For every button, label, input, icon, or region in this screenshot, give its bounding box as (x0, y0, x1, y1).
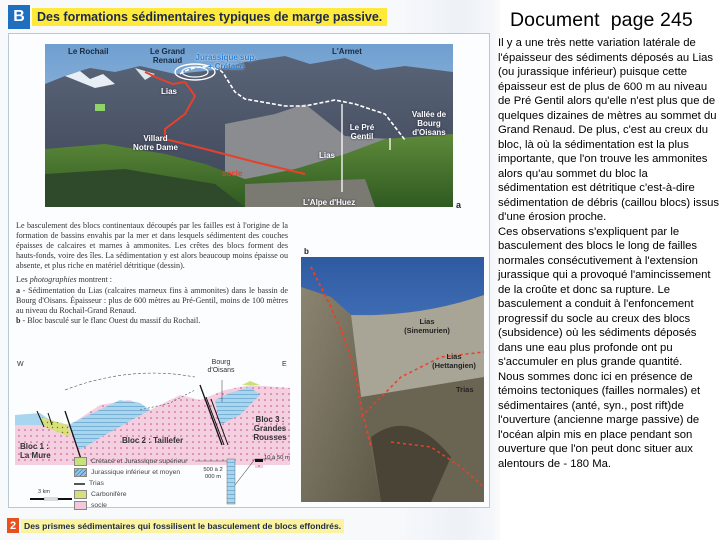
label-lias-sinemurien: Lias (Sinemurien) (404, 317, 450, 335)
legend-swatch (74, 468, 87, 477)
legend-item (74, 456, 187, 467)
section-header (8, 5, 387, 29)
diagram-legend (74, 456, 187, 511)
label-socle: socle (222, 169, 243, 178)
legend-item (74, 467, 187, 478)
diagram-thickness-1: 500 à 2 000 m (203, 467, 223, 480)
photo-a-tag: a (456, 200, 462, 210)
description-paragraph (16, 221, 288, 330)
label-vallee-bourg-oisans: Vallée de Bourg d'Oisans (411, 110, 447, 137)
section-title: Des formations sédimentaires typiques de marge passive. (32, 8, 387, 26)
item-b-key: b (16, 315, 21, 325)
paragraph-1: Le basculement des blocs continentaux découpés par les failles est à l'origine de la formation de bassins envahis par la mer et dans lesquels sédimentent des couches épaisses de calcaires et marnes à ammonites. Les crêtes des blocs forment des hauts-fonds, voire des îles. La sédimentation y est alors beaucoup moins épaisse ou absente, et plus riche en matériel détritique (dessin). (16, 221, 288, 271)
figure-caption-2 (7, 518, 344, 533)
caption-text: Des prismes sédimentaires qui fossilisent le basculement de blocs effondrés. (21, 519, 344, 533)
label-lias-1: Lias (161, 87, 178, 96)
diagram-thickness-2: 10 à 50 m (264, 455, 290, 461)
legend-label: socle (91, 502, 107, 509)
caption-number: 2 (7, 518, 19, 533)
item-a-key: a (16, 285, 21, 295)
section-badge: B (8, 5, 30, 29)
legend-swatch (74, 483, 85, 485)
legend-item (74, 478, 187, 489)
document-page-title: Document page 245 (510, 9, 693, 31)
label-armet: L'Armet (332, 47, 362, 56)
label-jurassique-cretace: Jurassique sup. + Crétacé (195, 53, 257, 71)
diagram-bloc3: Bloc 3 : Grandes Rousses (253, 415, 287, 442)
diagram-bloc2: Bloc 2 : Taillefer (122, 436, 184, 445)
legend-item (74, 489, 187, 500)
label-villard-notre-dame: Villard Notre Dame (133, 134, 178, 152)
p2-rest: montrent : (78, 275, 113, 285)
item-b-text: - Bloc basculé sur le flanc Ouest du massif du Rochail. (20, 315, 201, 325)
legend-label: Crétacé et Jurassique supérieur (91, 458, 188, 465)
diagram-bloc1: Bloc 1 : La Mure (20, 442, 51, 460)
diagram-west: W (17, 361, 24, 368)
photo-a-mountain-panorama (45, 44, 453, 207)
p2-italic: photographies (29, 275, 77, 285)
explanation-paragraph-1: Il y a une très nette variation latérale de l'épaisseur des sédiments déposés au Lias (ou jurassique inférieur) puisque cette épaisseur est de plus de 600 m au niveau de Pré Gentil alors qu'elle n'est plus que de quelques dizaines de mètres au sommet du Grand Renaud. De plus, c'est au creux du bloc, là où la sédimentation est la plus importante, que l'on trouve les ammonites alors qu'au sommet du bloc la sédimentation est détritique c'est-à-dire sédimentation de débris (caillou blocs) issus d'une érosion proche. (498, 37, 720, 223)
legend-swatch (74, 490, 87, 499)
photo-b-tag: b (304, 247, 309, 256)
photo-b-tilted-block (301, 257, 484, 502)
diagram-east: E (282, 361, 287, 368)
legend-label: Jurassique inférieur et moyen (91, 469, 181, 476)
legend-item (74, 500, 187, 511)
label-lias-hettangien: Lias (Hettangien) (432, 352, 476, 370)
legend-swatch (74, 457, 87, 466)
explanation-text (498, 36, 720, 471)
paragraph-2 (16, 275, 288, 325)
diagram-scale: 3 km (38, 489, 50, 495)
label-trias: Trias (456, 385, 474, 394)
label-pre-gentil: Le Pré Gentil (349, 123, 375, 141)
label-lias-2: Lias (319, 151, 336, 160)
p2-intro: Les (16, 275, 28, 285)
diagram-bourg-oisans: Bourg d'Oisans (207, 359, 235, 374)
legend-swatch (74, 501, 87, 510)
legend-label: Carbonifère (91, 491, 127, 498)
label-grand-renaud: Le Grand Renaud (149, 47, 186, 65)
label-rochail: Le Rochail (68, 47, 109, 56)
item-a-text: - Sédimentation du Lias (calcaires marneux fins à ammonites) dans le bassin de Bourg d'Oisans. Épaisseur : plus de 600 mètres au Pré-Gentil, moins de 100 mètres au niveau du Rochail-Grand Renaud. (16, 285, 288, 315)
legend-label: Trias (89, 480, 104, 487)
label-alpe-huez: L'Alpe d'Huez (303, 198, 356, 207)
explanation-paragraph-2: Ces observations s'expliquent par le basculement des blocs le long de failles normales consécutivement à l'extension jurassique qui a provoqué l'amincissement de la croûte et donc sa rupture. Le basculement a conduit à l'enfoncement progressif du socle au creux des blocs (subsidence) où les sédiments déposés dans une eau plus profonde ont pu s'accumuler en plus grande quantité. (498, 225, 711, 368)
explanation-paragraph-3: Nous sommes donc ici en présence de témoins tectoniques (failles normales) et sédimentaires (anté, syn., post rift)de l'ouverture (ancienne marge passive) de l'océan alpin mis en place pendant son ouverture que l'on peut donc situer aux alentours de - 180 Ma. (498, 370, 701, 470)
